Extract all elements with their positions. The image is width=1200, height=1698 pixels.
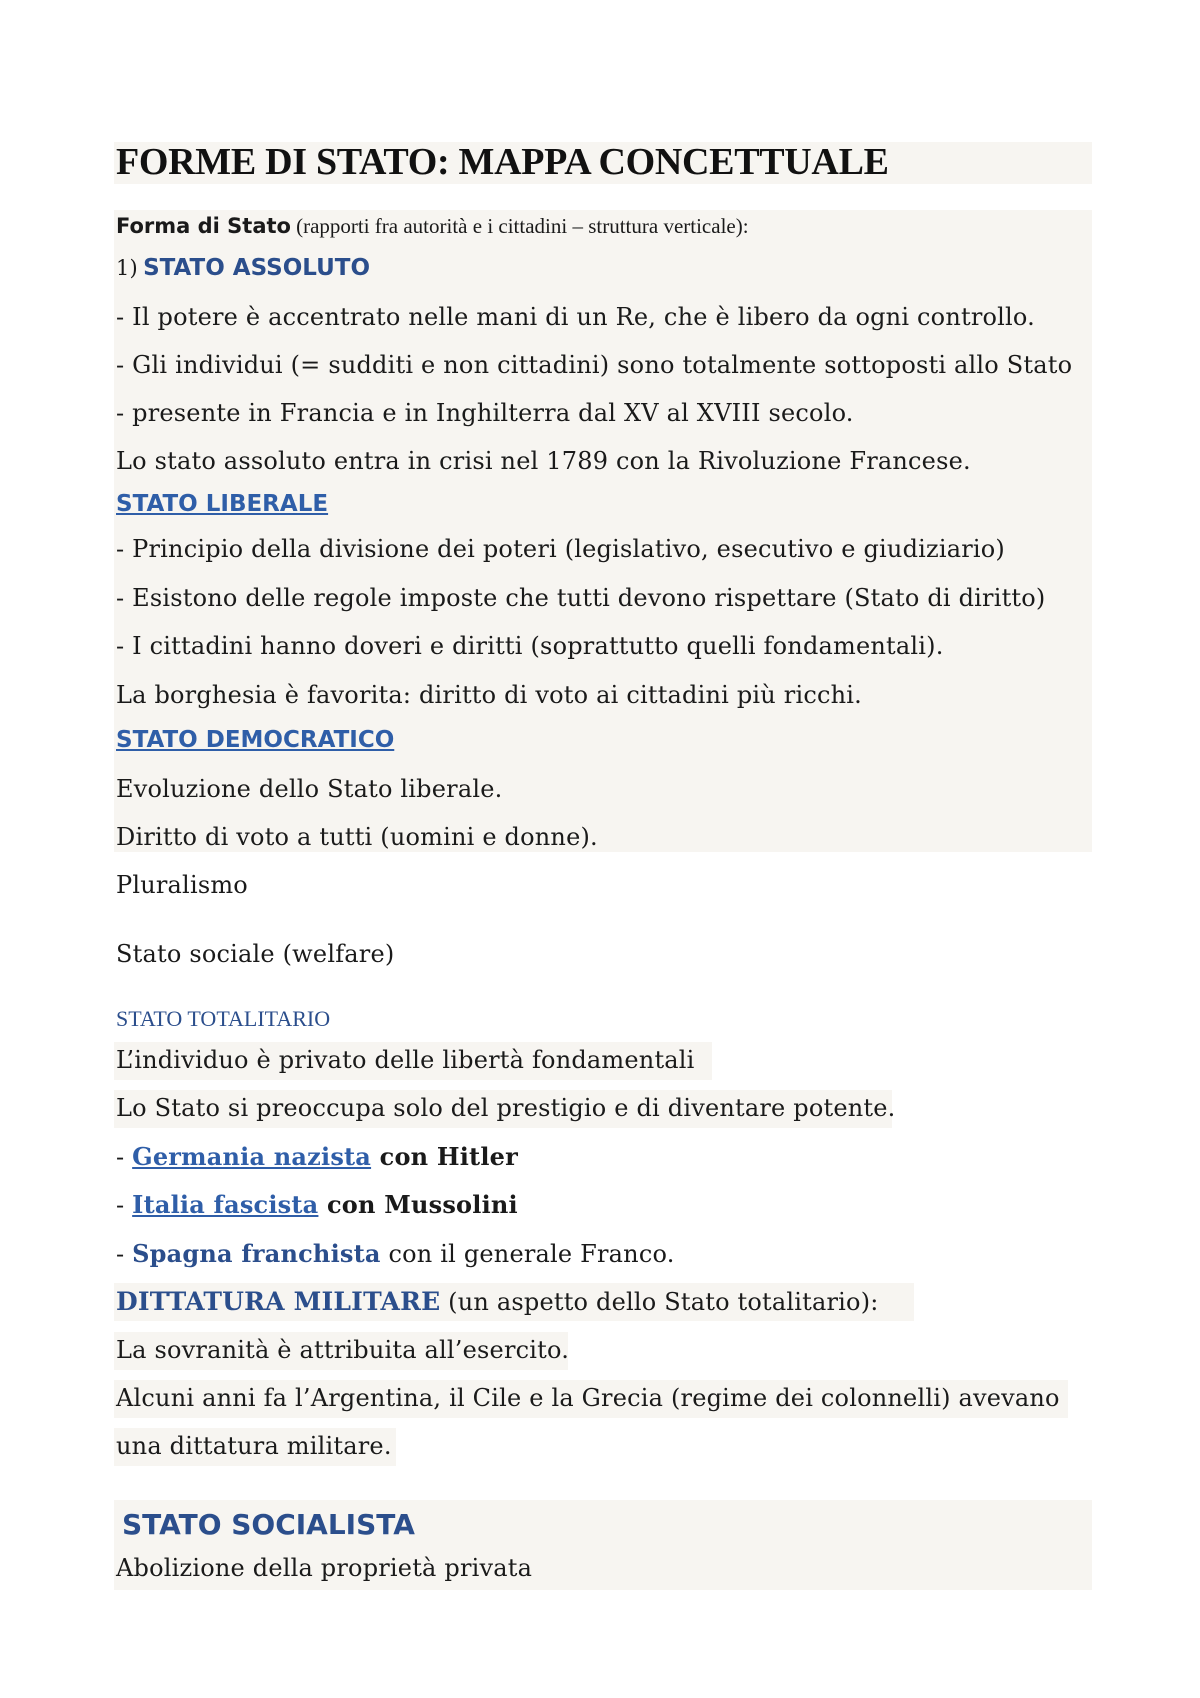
dittatura-line: Alcuni anni fa l’Argentina, il Cile e la Grecia (regime dei colonnelli) avevano <box>116 1384 1060 1412</box>
liberale-line: - Principio della divisione dei poteri (legislativo, esecutivo e giudiziario) <box>116 535 1005 563</box>
totalitario-heading: STATO TOTALITARIO <box>116 1006 331 1031</box>
assoluto-line: - Gli individui (= sudditi e non cittadini) sono totalmente sottoposti allo Stato <box>116 351 1073 379</box>
socialista-heading: STATO SOCIALISTA <box>122 1508 415 1541</box>
example-rest: con Hitler <box>371 1142 518 1171</box>
assoluto-number: 1) <box>116 256 138 280</box>
intro-rest: (rapporti fra autorità e i cittadini – struttura verticale): <box>296 214 749 238</box>
totalitario-line: Lo Stato si preoccupa solo del prestigio e di diventare potente. <box>116 1094 896 1122</box>
assoluto-heading: STATO ASSOLUTO <box>143 255 370 281</box>
assoluto-line: - presente in Francia e in Inghilterra dal XV al XVIII secolo. <box>116 399 854 427</box>
assoluto-line: Lo stato assoluto entra in crisi nel 1789 con la Rivoluzione Francese. <box>116 447 971 475</box>
example-germania <box>116 1142 518 1171</box>
totalitario-line: L’individuo è privato delle libertà fondamentali <box>116 1046 695 1074</box>
dittatura-note: (un aspetto dello Stato totalitario): <box>440 1288 879 1316</box>
assoluto-line: - Il potere è accentrato nelle mani di un Re, che è libero da ogni controllo. <box>116 303 1035 331</box>
democratico-line: Evoluzione dello Stato liberale. <box>116 775 503 803</box>
page-title: FORME DI STATO: MAPPA CONCETTUALE <box>116 141 889 183</box>
example-dash: - <box>116 1191 133 1219</box>
example-italia <box>116 1190 518 1219</box>
democratico-line: Pluralismo <box>116 871 248 899</box>
example-dash: - <box>116 1143 133 1171</box>
liberale-line: - I cittadini hanno doveri e diritti (soprattutto quelli fondamentali). <box>116 632 944 660</box>
dittatura-heading-line <box>116 1287 879 1316</box>
example-dash: - <box>116 1240 133 1268</box>
example-rest: con il generale Franco. <box>380 1240 675 1268</box>
liberale-line: - Esistono delle regole imposte che tutti devono rispettare (Stato di diritto) <box>116 584 1046 612</box>
liberale-heading-link[interactable]: STATO LIBERALE <box>116 491 329 517</box>
example-rest: con Mussolini <box>318 1190 518 1219</box>
dittatura-heading: DITTATURA MILITARE <box>116 1287 441 1316</box>
italia-fascista-link[interactable]: Italia fascista <box>132 1190 319 1219</box>
germania-nazista-link[interactable]: Germania nazista <box>132 1142 372 1171</box>
intro-line <box>116 214 749 239</box>
spagna-franchista-label: Spagna franchista <box>132 1239 381 1268</box>
example-spagna <box>116 1239 675 1268</box>
democratico-heading-link[interactable]: STATO DEMOCRATICO <box>116 727 395 753</box>
socialista-line: Abolizione della proprietà privata <box>116 1554 533 1582</box>
liberale-line: La borghesia è favorita: diritto di voto ai cittadini più ricchi. <box>116 681 862 709</box>
dittatura-line: La sovranità è attribuita all’esercito. <box>116 1336 570 1364</box>
dittatura-line: una dittatura militare. <box>116 1432 392 1460</box>
democratico-line: Stato sociale (welfare) <box>116 940 395 968</box>
intro-label: Forma di Stato <box>116 214 291 238</box>
assoluto-heading-line <box>116 255 370 281</box>
democratico-line: Diritto di voto a tutti (uomini e donne). <box>116 823 598 851</box>
